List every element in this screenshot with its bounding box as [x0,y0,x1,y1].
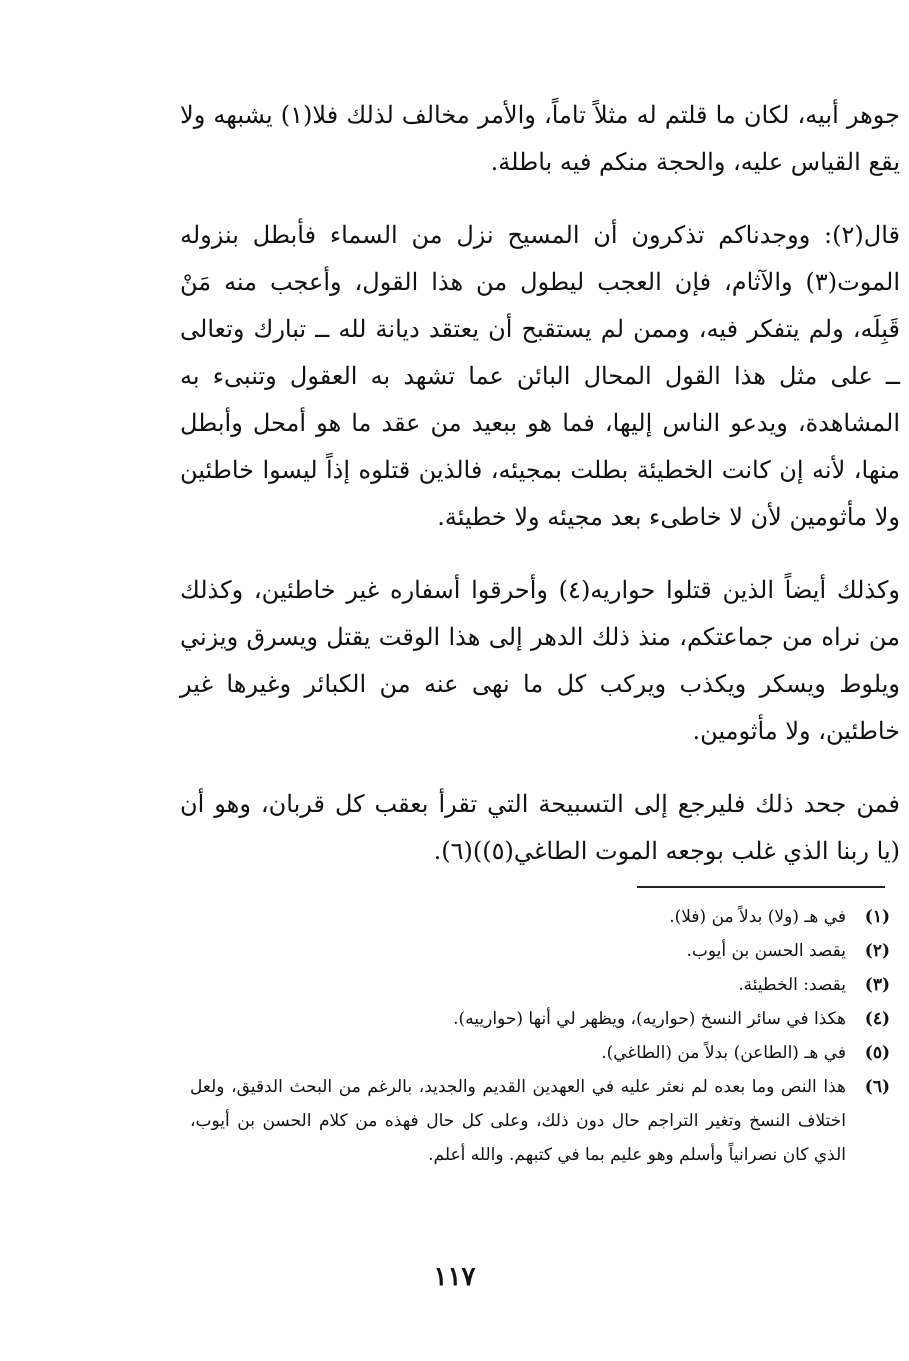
footnote-3 [190,968,890,1002]
main-text [180,92,900,901]
footnote-number: (٦) [864,1077,890,1097]
paragraph-1: جوهر أبيه، لكان ما قلتم له مثلاً تاماً، والأمر مخالف لذلك فلا(١) يشبهه ولا يقع القياس عليه، والحجة منكم فيه باطلة. [180,101,900,176]
paragraph-4: فمن جحد ذلك فليرجع إلى التسبيحة التي تقرأ بعقب كل قربان، وهو أن (يا ربنا الذي غلب بوجعه الموت الطاغي(٥))(٦). [180,790,900,865]
page-number: ١١٧ [433,1262,476,1292]
paragraph-2: قال(٢): ووجدناكم تذكرون أن المسيح نزل من السماء فأبطل بنزوله الموت(٣) والآثام، فإن العجب ليطول من هذا القول، وأعجب منه مَنْ قَبِلَه، ولم يتفكر فيه، وممن لم يستقبح أن يعتقد ديانة لله ــ تبارك وتعالى ــ على مثل هذا القول المحال البائن عما تشهد به العقول وتنبىء به المشاهدة، ويدعو الناس إليها، فما هو ببعيد من عقد ما هو أمحل وأبطل منها، لأنه إن كانت الخطيئة بطلت بمجيئه، فالذين قتلوه إذاً ليسوا خاطئين ولا مأثومين لأن لا خاطىء بعد مجيئه ولا خطيئة. [180,221,900,531]
footnotes [190,900,890,1172]
footnote-number: (٢) [864,941,890,961]
footnote-text: في هـ (الطاعن) بدلاً من (الطاغي). [601,1043,846,1063]
footnote-2 [190,934,890,968]
footnote-6 [190,1070,890,1172]
footnote-text: هكذا في سائر النسخ (حواريه)، ويظهر لي أنها (حوارييه). [453,1009,846,1029]
footnote-text: هذا النص وما بعده لم نعثر عليه في العهدين القديم والجديد، بالرغم من البحث الدقيق، ولعل اختلاف النسخ وتغير التراجم حال دون ذلك، وعلى كل حال فهذه من كلام الحسن بن أيوب، الذي كان نصرانياً وأسلم وهو عليم بما في كتبهم. والله أعلم. [190,1077,846,1165]
footnote-text: يقصد: الخطيئة. [738,975,846,995]
footnote-number: (٥) [864,1043,890,1063]
paragraph-3: وكذلك أيضاً الذين قتلوا حواريه(٤) وأحرقوا أسفاره غير خاطئين، وكذلك من نراه من جماعتكم، منذ ذلك الدهر إلى هذا الوقت يقتل ويسرق ويزني ويلوط ويسكر ويكذب ويركب كل ما نهى عنه من الكبائر وغيرها غير خاطئين، ولا مأثومين. [180,576,901,745]
footnote-1 [190,900,890,934]
footnote-number: (٤) [864,1009,890,1029]
footnote-divider [637,886,885,888]
footnote-text: في هـ (ولا) بدلاً من (فلا). [669,907,846,927]
footnote-5 [190,1036,890,1070]
footnote-text: يقصد الحسن بن أيوب. [686,941,846,961]
footnote-4 [190,1002,890,1036]
footnote-number: (١) [864,907,890,927]
footnote-number: (٣) [864,975,890,995]
